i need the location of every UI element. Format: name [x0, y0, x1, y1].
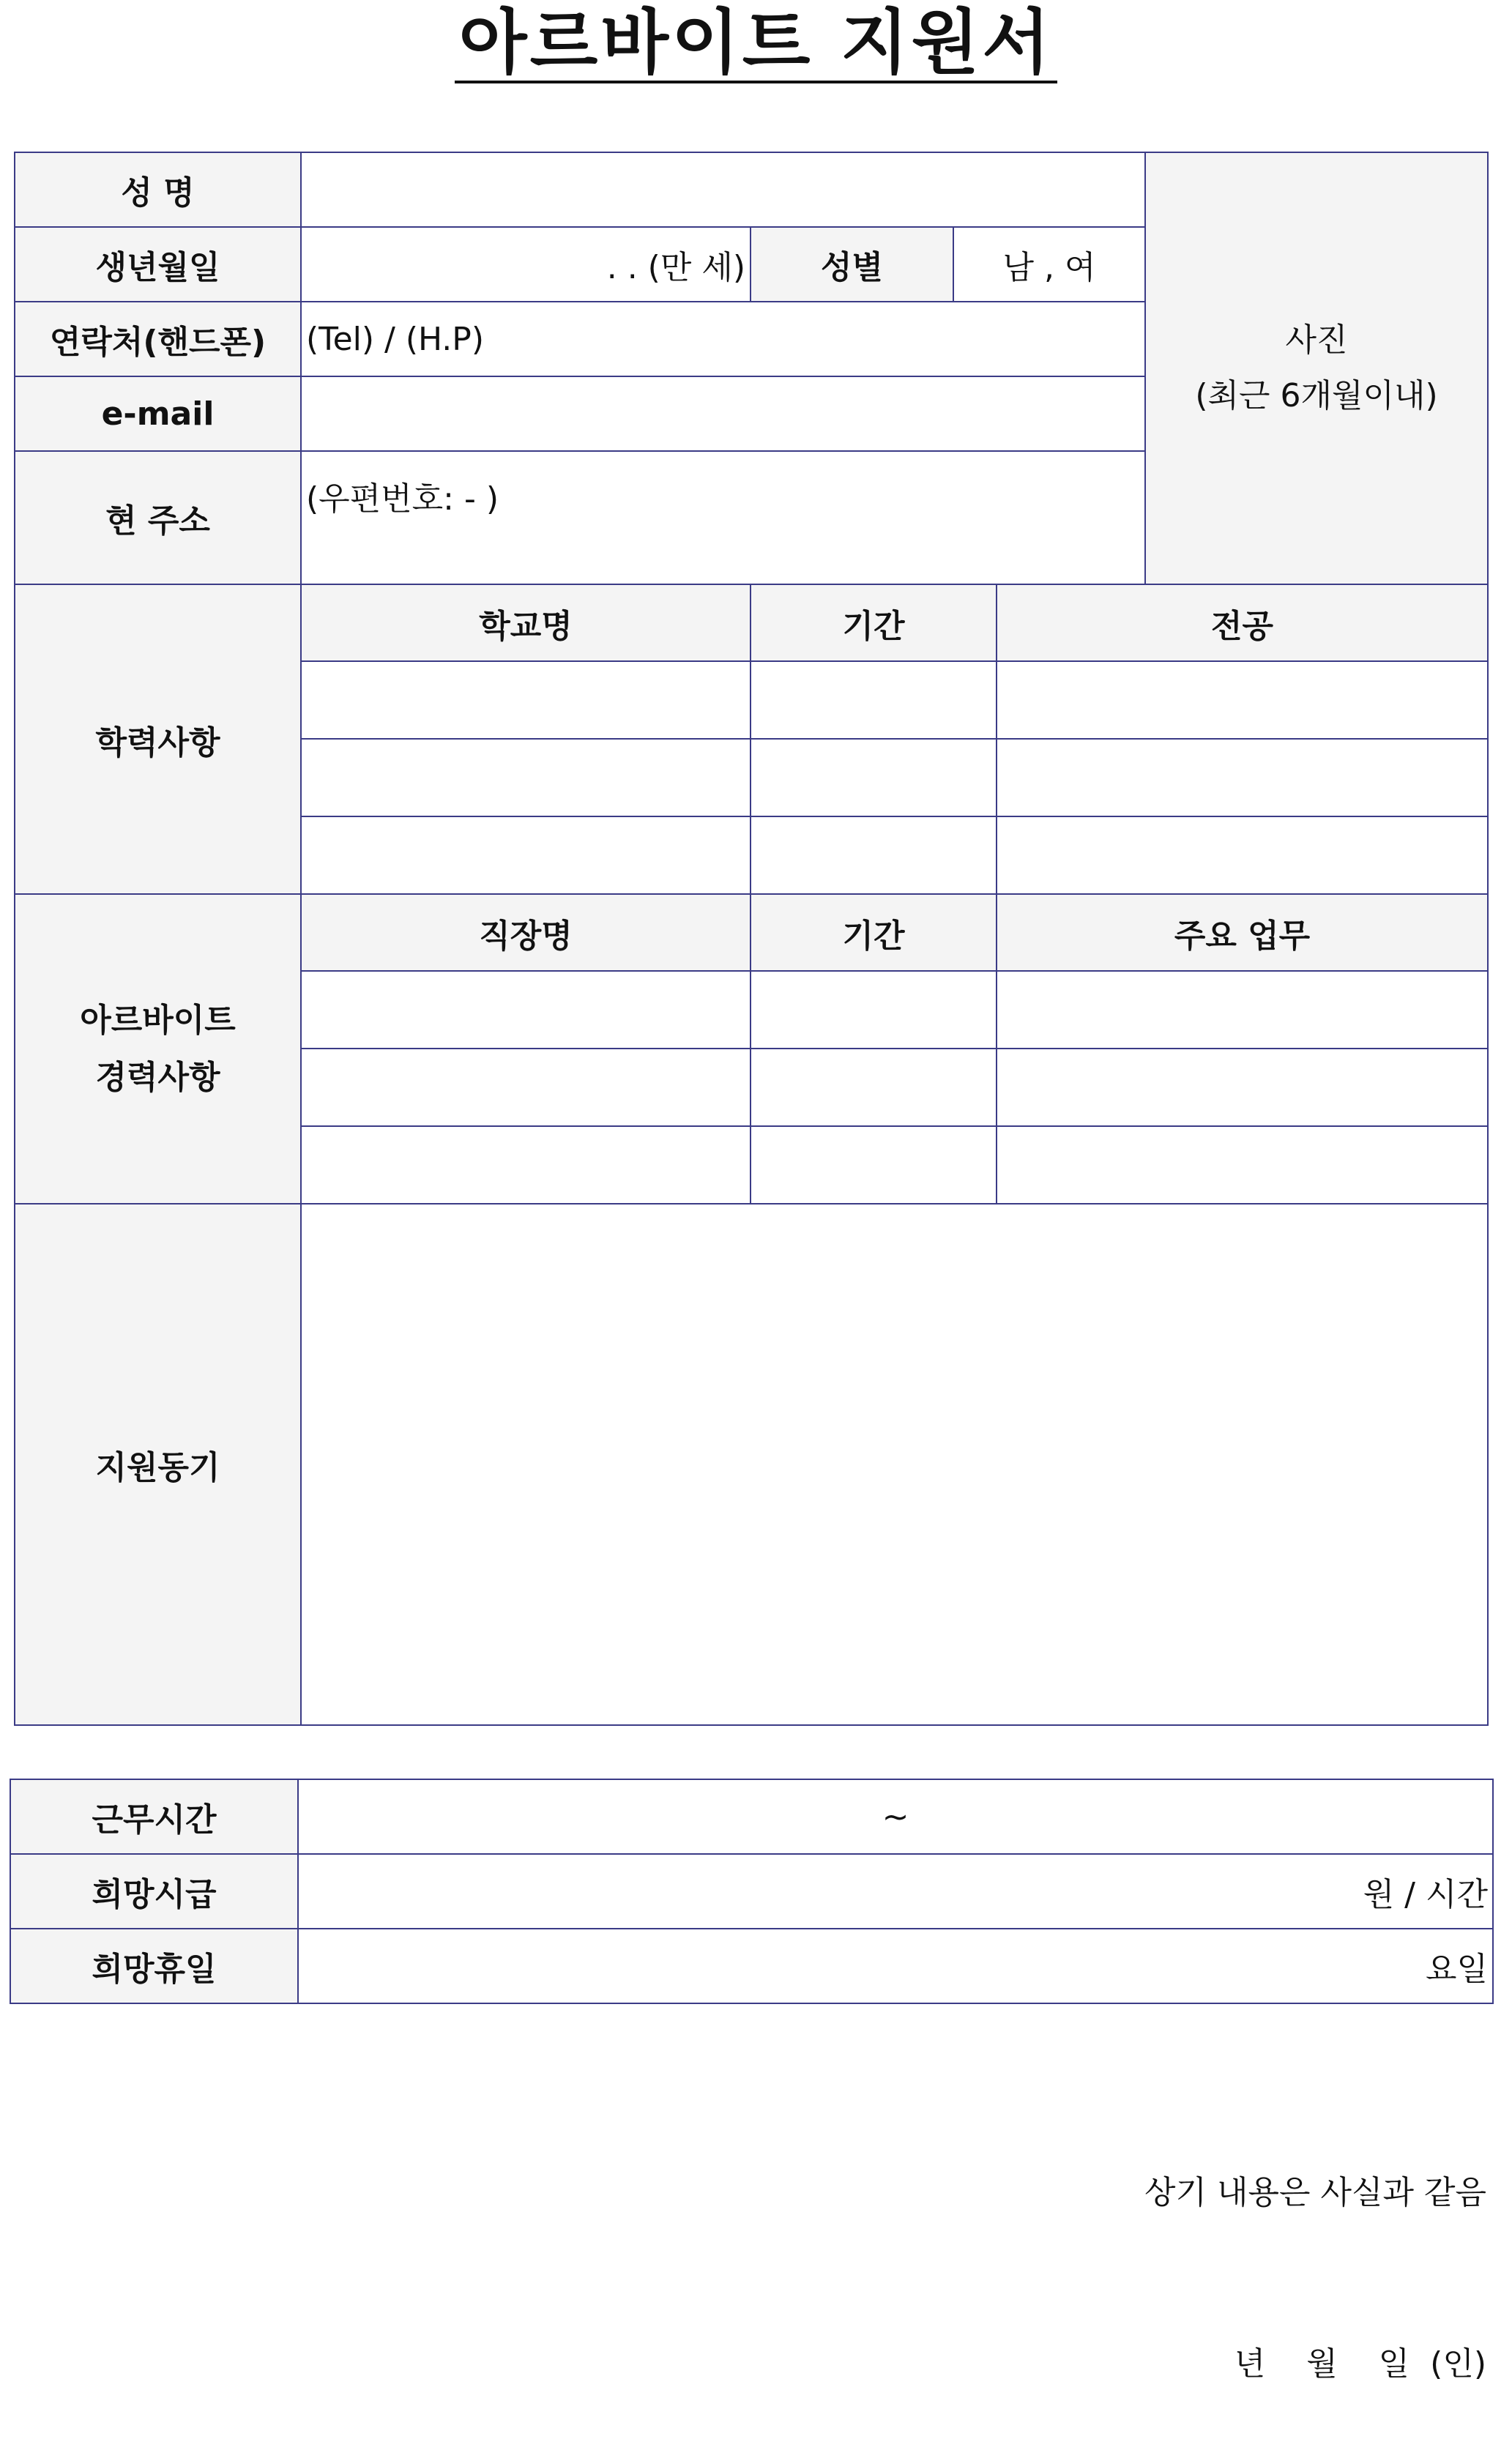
experience-period-cell[interactable]	[751, 1126, 997, 1204]
experience-header-period: 기간	[751, 894, 997, 971]
name-label: 성 명	[15, 152, 301, 227]
experience-duties-cell[interactable]	[997, 971, 1488, 1049]
experience-period-cell[interactable]	[751, 1049, 997, 1126]
birth-field[interactable]: . . (만 세)	[301, 227, 751, 302]
education-major-cell[interactable]	[997, 816, 1488, 894]
experience-label-line2: 경력사항	[95, 1058, 220, 1096]
education-header-major: 전공	[997, 584, 1488, 661]
experience-workplace-cell[interactable]	[301, 1049, 751, 1126]
education-major-cell[interactable]	[997, 739, 1488, 816]
education-school-cell[interactable]	[301, 816, 751, 894]
education-period-cell[interactable]	[751, 739, 997, 816]
experience-label	[15, 894, 301, 1204]
wage-field[interactable]: 원 / 시간	[298, 1854, 1493, 1929]
experience-duties-cell[interactable]	[997, 1126, 1488, 1204]
experience-header-duties: 주요 업무	[997, 894, 1488, 971]
education-header-period: 기간	[751, 584, 997, 661]
photo-label: 사진	[1285, 321, 1348, 359]
hours-field[interactable]: ~	[298, 1779, 1493, 1854]
education-school-cell[interactable]	[301, 739, 751, 816]
experience-period-cell[interactable]	[751, 971, 997, 1049]
photo-box[interactable]	[1145, 152, 1488, 584]
page-title: 아르바이트 지원서	[455, 6, 1057, 83]
wage-label: 희망시급	[10, 1854, 298, 1929]
education-period-cell[interactable]	[751, 661, 997, 739]
email-label: e-mail	[15, 376, 301, 451]
motivation-label: 지원동기	[15, 1204, 301, 1725]
contact-field[interactable]: (Tel) / (H.P)	[301, 302, 1145, 376]
experience-label-line1: 아르바이트	[80, 1001, 236, 1039]
experience-duties-cell[interactable]	[997, 1049, 1488, 1126]
education-header-school: 학교명	[301, 584, 751, 661]
address-field[interactable]: (우편번호: - )	[301, 451, 1145, 584]
experience-header-workplace: 직장명	[301, 894, 751, 971]
date-signature-line[interactable]: 년 월 일 (인)	[1234, 2345, 1486, 2383]
work-conditions-table	[10, 1779, 1494, 2004]
education-school-cell[interactable]	[301, 661, 751, 739]
signature-block	[0, 2050, 1486, 2450]
experience-workplace-cell[interactable]	[301, 1126, 751, 1204]
gender-field[interactable]: 남 , 여	[953, 227, 1145, 302]
motivation-field[interactable]	[301, 1204, 1488, 1725]
education-period-cell[interactable]	[751, 816, 997, 894]
email-field[interactable]	[301, 376, 1145, 451]
application-form	[14, 152, 1489, 1726]
birth-label: 생년월일	[15, 227, 301, 302]
gender-label: 성별	[751, 227, 953, 302]
confirmation-text: 상기 내용은 사실과 같음	[1144, 2174, 1486, 2211]
contact-label: 연락처(핸드폰)	[15, 302, 301, 376]
photo-note: (최근 6개월이내)	[1195, 377, 1438, 414]
address-label: 현 주소	[15, 451, 301, 584]
hours-label: 근무시간	[10, 1779, 298, 1854]
holiday-label: 희망휴일	[10, 1929, 298, 2003]
education-major-cell[interactable]	[997, 661, 1488, 739]
experience-workplace-cell[interactable]	[301, 971, 751, 1049]
education-label: 학력사항	[15, 584, 301, 894]
page-title-area	[0, 0, 1512, 86]
name-field[interactable]	[301, 152, 1145, 227]
holiday-field[interactable]: 요일	[298, 1929, 1493, 2003]
